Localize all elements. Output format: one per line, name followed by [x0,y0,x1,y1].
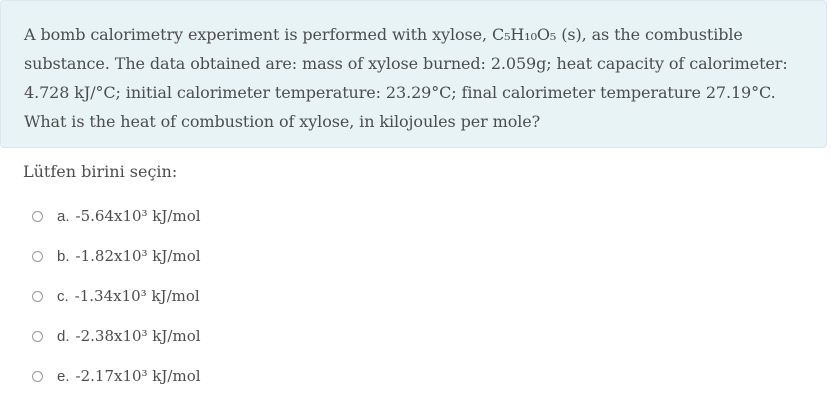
radio-button-a[interactable] [32,211,43,222]
radio-button-b[interactable] [32,251,43,262]
option-value: -2.38x10³ kJ/mol [75,327,201,345]
answer-options [32,196,432,396]
option-letter: a. [57,207,70,225]
answer-prompt: Lütfen birini seçin: [23,162,178,181]
option-c[interactable] [32,276,432,316]
option-letter: d. [57,327,70,345]
question-panel [0,0,827,148]
option-a[interactable] [32,196,432,236]
radio-button-c[interactable] [32,291,43,302]
option-value: -1.82x10³ kJ/mol [75,247,201,265]
option-e[interactable] [32,356,432,396]
option-value: -2.17x10³ kJ/mol [75,367,201,385]
option-letter: e. [57,367,70,385]
radio-button-d[interactable] [32,331,43,342]
option-d[interactable] [32,316,432,356]
option-letter: b. [57,247,70,265]
option-value: -1.34x10³ kJ/mol [74,287,200,305]
option-letter: c. [57,287,69,305]
radio-button-e[interactable] [32,371,43,382]
option-value: -5.64x10³ kJ/mol [75,207,201,225]
question-text: A bomb calorimetry experiment is performed with xylose, C₅H₁₀O₅ (s), as the combustible substance. The data obtained are: mass of xylose burned: 2.059g; heat capacity of calorimeter: 4.728 kJ/°C; initial calorimeter temperature: 23.29°C; final calorimeter temperature 27.19°C. What is the heat of combustion of xylose, in kilojoules per mole? [24,25,788,131]
option-b[interactable] [32,236,432,276]
